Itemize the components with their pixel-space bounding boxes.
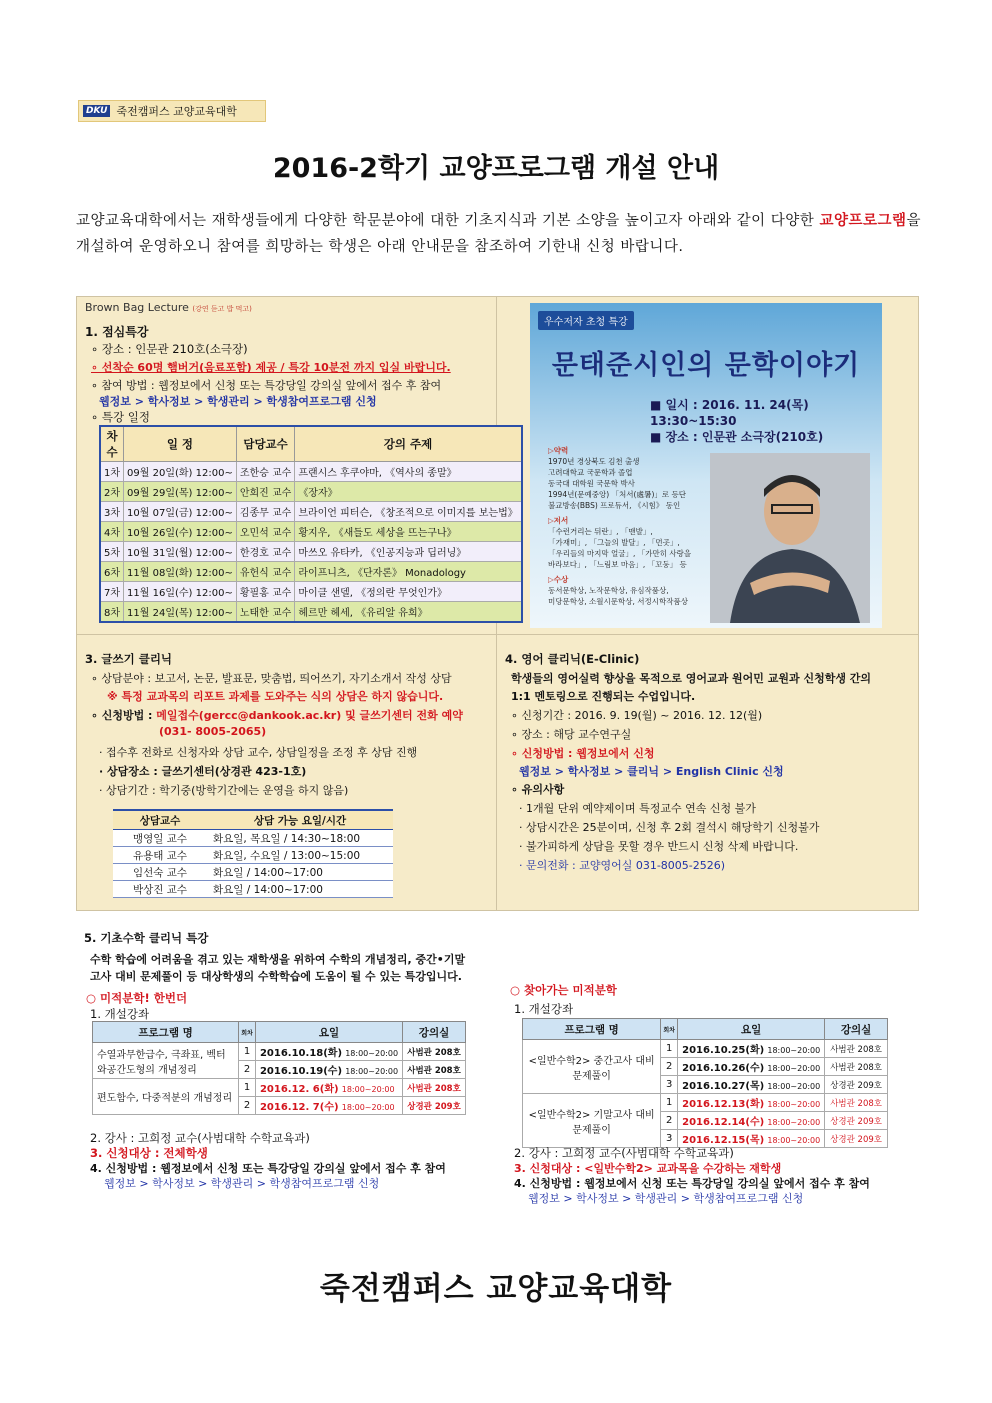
table-row: 2 2016.12. 7(수) 18:00~20:00 상경관 209호 [93, 1097, 466, 1115]
lunch-schedule-table [99, 425, 523, 623]
math-right-target: 3. 신청대상 : <일반수학2> 교과목을 수강하는 재학생 [514, 1162, 782, 1175]
table-row: <일반수학2> 기말고사 대비 문제풀이 1 2016.12.13(화) 18:00~20:00 사범관 208호 [523, 1094, 888, 1112]
poster-title: 문태준시인의 문학이야기 [551, 350, 861, 381]
header-org: 죽전캠퍼스 교양교육대학 [116, 105, 237, 118]
bio-line: 바라보다」, 「느림보 마음」, 「꼬둥」 등 [548, 560, 687, 569]
table-row: 2 2016.10.26(수) 18:00~20:00 사범관 208호 [523, 1058, 888, 1076]
bio-line: 「가재미」, 「그늘의 발달」, 「먼곳」, [548, 538, 680, 547]
poster-place: ■ 장소 : 인문관 소극장(210호) [650, 430, 824, 444]
col-room: 강의실 [403, 1022, 466, 1043]
bio-line: 1970년 경상북도 김천 출생 [548, 457, 640, 466]
header-badge [78, 100, 266, 122]
english-method: ∘ 신청방법 : 웹정보에서 신청 [511, 747, 655, 760]
math-right-method: 4. 신청방법 : 웹정보에서 신청 또는 특강당일 강의실 앞에서 접수 후 참여 [514, 1177, 870, 1190]
english-note3: · 불가피하게 상담을 못할 경우 반드시 신청 삭제 바랍니다. [519, 840, 799, 853]
author-lecture-section [497, 297, 918, 635]
poster-info [650, 397, 882, 445]
table-row: 2 2016.10.19(수) 18:00~20:00 사범관 208호 [93, 1061, 466, 1079]
table-row: 수열과무한급수, 극좌표, 벡터와공간도형의 개념정리 1 2016.10.18(화) 18:00~20:00 사범관 208호 [93, 1043, 466, 1061]
writing-flow: · 접수후 전화로 신청자와 상담 교수, 상담일정을 조정 후 상담 진행 [99, 746, 418, 759]
math-left-sub: 1. 개설강좌 [90, 1007, 150, 1021]
math-left-method: 4. 신청방법 : 웹정보에서 신청 또는 특강당일 강의실 앞에서 접수 후 참여 [90, 1162, 446, 1175]
bio-line: 미당문학상, 소월시문학상, 서정시학작품상 [548, 597, 688, 606]
bio-line: 동서문학상, 노작문학상, 유심작품상, [548, 586, 669, 595]
english-path: 웹정보 > 학사정보 > 클리닉 > English Clinic 신청 [519, 765, 784, 778]
table-row: 맹영일 교수 화요일, 목요일 / 14:30~18:00 [113, 830, 393, 847]
intro-part2: 을 개설하여 운영하오니 참여를 희망하는 학생은 아래 안내문을 참조하여 기한내 신청 바랍니다. [76, 213, 921, 255]
intro-text [76, 208, 921, 260]
table-row: 8차 11월 24일(목) 12:00~ 노태한 교수 헤르만 헤세, 《유리알 유희》 [100, 602, 522, 623]
bbl-subtitle: (강연 듣고 밥 먹고) [192, 305, 252, 313]
table-row: 1차 09월 20일(화) 12:00~ 조한승 교수 프랜시스 후쿠야마, 《역사의 종말》 [100, 462, 522, 482]
table-row: 2 2016.12.14(수) 18:00~20:00 상경관 209호 [523, 1112, 888, 1130]
math-right-path: 웹정보 > 학사정보 > 학생관리 > 학생참여프로그램 신청 [528, 1192, 804, 1205]
math-right-table [522, 1018, 888, 1148]
math-right-sub: 1. 개설강좌 [514, 1002, 574, 1016]
lunch-notice: ∘ 선착순 60명 햄버거(음료포함) 제공 / 특강 10분전 까지 입실 바랍니다. [91, 361, 451, 374]
bio-line: 고려대학교 국문학과 졸업 [548, 468, 633, 477]
english-contact: · 문의전화 : 교양영어실 031-8005-2526) [519, 859, 726, 872]
col-counselor: 상담교수 [113, 810, 207, 830]
author-photo [710, 453, 870, 623]
bio-heading: ▷수상 [548, 575, 569, 584]
page-title: 2016-2학기 교양프로그램 개설 안내 [272, 153, 720, 184]
math-left-lecturer: 2. 강사 : 고희정 교수(사범대학 수학교육과) [90, 1131, 310, 1145]
table-row: 박상진 교수 화요일 / 14:00~17:00 [113, 881, 393, 898]
col-date: 일 정 [124, 426, 237, 462]
writing-apply [91, 707, 463, 723]
bio-line: 불교방송(BBS) 프로듀서, 《시힘》 동인 [548, 501, 681, 510]
writing-place: · 상담장소 : 글쓰기센터(상경관 423-1호) [99, 765, 307, 778]
math-left-title: ○ 미적분학! 한번더 [86, 991, 188, 1005]
col-hours: 상담 가능 요일/시간 [207, 810, 393, 830]
table-row: 임선숙 교수 화요일 / 14:00~17:00 [113, 864, 393, 881]
table-row: 5차 10월 31일(월) 12:00~ 한경호 교수 마쓰오 유타카, 《인공지능과 딥러닝》 [100, 542, 522, 562]
table-row: 2차 09월 29일(목) 12:00~ 안희진 교수 《장자》 [100, 482, 522, 502]
writing-apply-label: ∘ 신청방법 : [91, 709, 157, 722]
col-day: 요일 [678, 1019, 825, 1040]
writing-phone: (031- 8005-2065) [159, 725, 267, 738]
lunch-method: ∘ 참여 방법 : 웹정보에서 신청 또는 특강당일 강의실 앞에서 접수 후 참여 [91, 379, 442, 392]
col-topic: 강의 주제 [295, 426, 522, 462]
english-desc1: 학생들의 영어실력 향상을 목적으로 영어교과 원어민 교원과 신청학생 간의 [511, 672, 872, 685]
col-room: 강의실 [825, 1019, 888, 1040]
bio-line: 동국대 대학원 국문학 박사 [548, 479, 635, 488]
math-desc1: 수학 학습에 어려움을 겪고 있는 재학생을 위하여 수학의 개념정리, 중간•기말 [90, 953, 466, 966]
bio-line: 1994년(문예중앙) 「처서(處暑)」로 등단 [548, 490, 687, 499]
col-program: 프로그램 명 [523, 1019, 661, 1040]
table-row: 3 2016.10.27(목) 18:00~20:00 상경관 209호 [523, 1076, 888, 1094]
lunch-path: 웹정보 > 학사정보 > 학생관리 > 학생참여프로그램 신청 [99, 395, 377, 408]
english-clinic-section [497, 635, 918, 910]
col-round: 차수 [100, 426, 124, 462]
math-heading: 5. 기초수학 클리닉 특강 [84, 931, 209, 945]
lunch-lecture-section [77, 297, 518, 635]
bio-line: 「우리들의 마지막 얼굴」, 「가만히 사랑을 [548, 549, 692, 558]
author-lecture-poster [530, 303, 882, 628]
intro-part1: 교양교육대학에서는 재학생들에게 다양한 학문분야에 대한 기초지식과 기본 소양을 높이고자 아래와 같이 다양한 [76, 213, 820, 229]
bbl-title: Brown Bag Lecture [85, 301, 189, 314]
writing-warning: ※ 특정 교과목의 리포트 과제를 도와주는 식의 상담은 하지 않습니다. [107, 690, 444, 703]
col-session: 회차 [239, 1022, 256, 1043]
bio-line: 「수런거리는 뒤란」, 「맨발」, [548, 527, 653, 536]
table-row: <일반수학2> 중간고사 대비 문제풀이 1 2016.10.25(화) 18:00~20:00 사범관 208호 [523, 1040, 888, 1058]
col-prof: 담당교수 [236, 426, 294, 462]
table-row: 7차 11월 16일(수) 12:00~ 황필홍 교수 마이클 샌델, 《정의란 무엇인가》 [100, 582, 522, 602]
lunch-place: ∘ 장소 : 인문관 210호(소극장) [91, 342, 248, 356]
math-left-target: 3. 신청대상 : 전체학생 [90, 1146, 208, 1160]
col-program: 프로그램 명 [93, 1022, 239, 1043]
writing-apply-text: 메일접수(gercc@dankook.ac.kr) 및 글쓰기센터 전화 예약 [156, 709, 463, 722]
math-right-title: ○ 찾아가는 미적분학 [510, 983, 617, 997]
poster-tag: 우수저자 초청 특강 [538, 311, 634, 330]
poster-bio [548, 445, 708, 607]
poster-date: ■ 일시 : 2016. 11. 24(목) 13:30~15:30 [650, 398, 809, 428]
english-period: ∘ 신청기간 : 2016. 9. 19(월) ~ 2016. 12. 12(월) [511, 709, 763, 722]
program-grid [76, 296, 919, 911]
table-row: 6차 11월 08일(화) 12:00~ 유헌식 교수 라이프니츠, 《단자론》 Monadology [100, 562, 522, 582]
math-left-table [92, 1021, 466, 1115]
lunch-heading: 1. 점심특강 [85, 325, 149, 339]
table-row: 유용태 교수 화요일, 수요일 / 13:00~15:00 [113, 847, 393, 864]
table-row: 편도함수, 다중적분의 개념정리 1 2016.12. 6(화) 18:00~20:00 사범관 208호 [93, 1079, 466, 1097]
writing-field: ∘ 상담분야 : 보고서, 논문, 발표문, 맞춤법, 띄어쓰기, 자기소개서 작성 상담 [91, 672, 452, 685]
table-row: 4차 10월 26일(수) 12:00~ 오민석 교수 황지우, 《새들도 세상을 뜨는구나》 [100, 522, 522, 542]
english-place: ∘ 장소 : 해당 교수연구실 [511, 728, 632, 741]
writing-clinic-section [77, 635, 497, 910]
math-desc2: 고사 대비 문제풀이 등 대상학생의 수학학습에 도움이 될 수 있는 특강입니다. [90, 970, 462, 983]
footer-org: 죽전캠퍼스 교양교육대학 [319, 1271, 673, 1307]
col-session: 회차 [661, 1019, 678, 1040]
dku-logo: DKU [83, 105, 110, 117]
counsel-table [113, 809, 393, 898]
writing-period: · 상담기간 : 학기중(방학기간에는 운영을 하지 않음) [99, 784, 349, 797]
table-row: 3차 10월 07일(금) 12:00~ 김종무 교수 브라이언 피터슨, 《창조적으로 이미지를 보는법》 [100, 502, 522, 522]
english-note1: · 1개월 단위 예약제이며 특정교수 연속 신청 불가 [519, 802, 756, 815]
english-notes-label: ∘ 유의사항 [511, 783, 565, 796]
col-day: 요일 [255, 1022, 402, 1043]
table-row: 3 2016.12.15(목) 18:00~20:00 상경관 209호 [523, 1130, 888, 1148]
math-right-lecturer: 2. 강사 : 고희정 교수(사범대학 수학교육과) [514, 1146, 734, 1160]
bio-heading: ▷저서 [548, 516, 569, 525]
writing-heading: 3. 글쓰기 클리닉 [85, 652, 173, 666]
lunch-schedule-label: ∘ 특강 일정 [91, 410, 150, 424]
intro-highlight: 교양프로그램 [819, 213, 907, 229]
english-heading: 4. 영어 클리닉(E-Clinic) [505, 652, 640, 666]
bio-heading: ▷약력 [548, 446, 569, 455]
math-left-path: 웹정보 > 학사정보 > 학생관리 > 학생참여프로그램 신청 [104, 1177, 380, 1190]
brown-bag-label [85, 301, 252, 314]
english-note2: · 상담시간은 25분이며, 신청 후 2회 결석시 해당학기 신청불가 [519, 821, 820, 834]
english-desc2: 1:1 멘토링으로 진행되는 수업입니다. [511, 690, 696, 703]
